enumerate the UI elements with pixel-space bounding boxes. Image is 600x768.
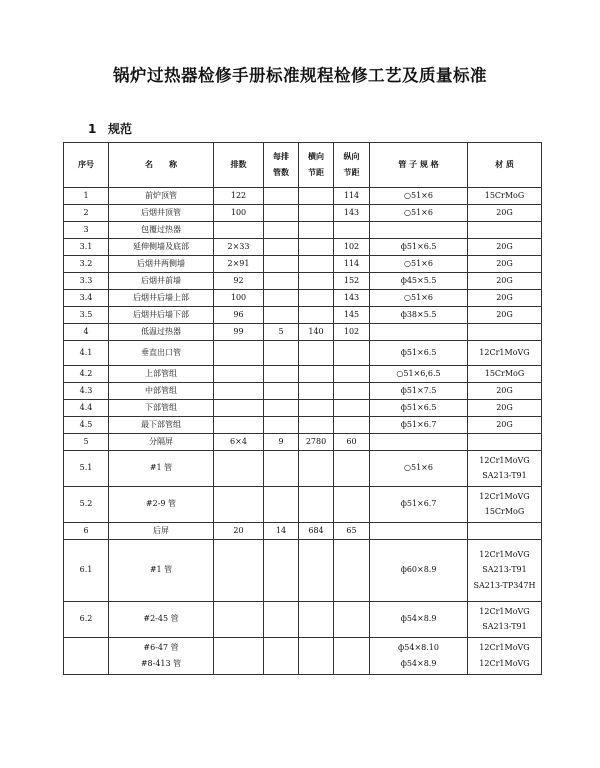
cell-per-row: [264, 290, 299, 307]
cell-seq: 3.3: [64, 273, 109, 290]
table-row: [64, 273, 542, 290]
cell-horiz: [299, 540, 334, 602]
cell-spec: ф38×5.5: [370, 307, 468, 324]
cell-vert: 114: [334, 256, 370, 273]
header-horiz-line1: 横向: [308, 152, 324, 162]
cell-seq: 4.4: [64, 400, 109, 417]
cell-per-row: [264, 417, 299, 434]
cell-vert: 143: [334, 205, 370, 222]
cell-spec: ф60×8.9: [370, 540, 468, 602]
cell-horiz: [299, 451, 334, 487]
cell-vert: [334, 222, 370, 239]
cell-line: 12Cr1MoVG: [479, 643, 530, 653]
table-row: [64, 417, 542, 434]
cell-per-row: 5: [264, 324, 299, 341]
cell-seq: 6.1: [64, 540, 109, 602]
cell-rows: [214, 222, 264, 239]
cell-material: [468, 222, 542, 239]
cell-rows: [214, 540, 264, 602]
table-row: [64, 638, 542, 675]
header-horiz-line2: 节距: [308, 167, 324, 177]
cell-horiz: [299, 256, 334, 273]
header-horizontal-pitch: [299, 143, 334, 188]
cell-per-row: [264, 383, 299, 400]
cell-seq: 3.1: [64, 239, 109, 256]
cell-name: 后屏: [109, 523, 214, 540]
cell-material: 20G: [468, 417, 542, 434]
cell-seq: 1: [64, 188, 109, 205]
cell-vert: 65: [334, 523, 370, 540]
cell-horiz: [299, 383, 334, 400]
cell-per-row: [264, 451, 299, 487]
cell-name: 包覆过热器: [109, 222, 214, 239]
header-material: 材 质: [468, 143, 542, 188]
cell-line: 12Cr1MoVG: [479, 658, 530, 668]
cell-material: [468, 523, 542, 540]
cell-seq: 6.2: [64, 602, 109, 638]
cell-seq: 4: [64, 324, 109, 341]
cell-vert: 143: [334, 290, 370, 307]
table-row: [64, 400, 542, 417]
cell-material: 20G: [468, 290, 542, 307]
cell-spec: ○51×6: [370, 205, 468, 222]
cell-horiz: [299, 341, 334, 366]
cell-name: 低温过热器: [109, 324, 214, 341]
header-vert-line1: 纵向: [343, 152, 360, 162]
cell-spec: [370, 434, 468, 451]
cell-material: 20G: [468, 383, 542, 400]
table-row: [64, 222, 542, 239]
cell-vert: 60: [334, 434, 370, 451]
cell-vert: [334, 417, 370, 434]
cell-rows: [214, 487, 264, 523]
cell-rows: 6×4: [214, 434, 264, 451]
cell-material: 15CrMoG: [468, 188, 542, 205]
cell-rows: [214, 341, 264, 366]
table-row: [64, 487, 542, 523]
cell-rows: [214, 417, 264, 434]
cell-horiz: [299, 239, 334, 256]
cell-name: 后烟井两侧墙: [109, 256, 214, 273]
cell-name: 垂直出口管: [109, 341, 214, 366]
cell-horiz: 2780: [299, 434, 334, 451]
cell-vert: [334, 400, 370, 417]
cell-horiz: [299, 366, 334, 383]
cell-spec: ф45×5.5: [370, 273, 468, 290]
table-row: [64, 307, 542, 324]
cell-material: [468, 602, 542, 638]
specification-table: [63, 142, 542, 675]
cell-spec: ○51×6: [370, 451, 468, 487]
cell-seq: 3.5: [64, 307, 109, 324]
table-row: [64, 188, 542, 205]
cell-name: 后烟井后墙上部: [109, 290, 214, 307]
cell-seq: 6: [64, 523, 109, 540]
cell-per-row: 14: [264, 523, 299, 540]
document-title: 锅炉过热器检修手册标准规程检修工艺及质量标准: [113, 66, 487, 85]
cell-per-row: [264, 239, 299, 256]
cell-name: [109, 638, 214, 675]
cell-name: 后烟井后墙下部: [109, 307, 214, 324]
cell-line: SA213-TP347H: [473, 580, 536, 590]
cell-vert: [334, 540, 370, 602]
cell-horiz: [299, 417, 334, 434]
table-row: [64, 434, 542, 451]
cell-spec: ф54×8.9: [370, 602, 468, 638]
cell-seq: 3: [64, 222, 109, 239]
cell-line: ф54×8.10: [398, 643, 439, 653]
cell-line: SA213-T91: [482, 622, 527, 631]
cell-name: #1 管: [109, 540, 214, 602]
header-tube-spec: 管 子 规 格: [370, 143, 468, 188]
cell-rows: 122: [214, 188, 264, 205]
header-per-row: [264, 143, 299, 188]
cell-name: #2-9 管: [109, 487, 214, 523]
cell-name: 前炉顶管: [109, 188, 214, 205]
cell-line: #6-47 管: [143, 643, 179, 653]
cell-material: 20G: [468, 239, 542, 256]
cell-per-row: [264, 222, 299, 239]
cell-line: 15CrMoG: [484, 507, 525, 516]
cell-seq: 5: [64, 434, 109, 451]
cell-material: 20G: [468, 273, 542, 290]
cell-vert: 152: [334, 273, 370, 290]
cell-spec: ○51×6: [370, 188, 468, 205]
section-number: 1: [88, 122, 97, 136]
section-title: 规范: [108, 122, 133, 136]
cell-name: 后烟井顶管: [109, 205, 214, 222]
table-row: [64, 523, 542, 540]
cell-per-row: [264, 273, 299, 290]
cell-line: 12Cr1MoVG: [479, 549, 530, 559]
cell-spec: ф51×6.5: [370, 400, 468, 417]
cell-rows: 96: [214, 307, 264, 324]
cell-material: [468, 638, 542, 675]
table-row: [64, 602, 542, 638]
cell-name: 后烟井前墙: [109, 273, 214, 290]
header-name: 名 称: [109, 143, 214, 188]
header-vert-line2: 节距: [343, 167, 360, 177]
cell-line: 12Cr1MoVG: [479, 606, 530, 616]
cell-spec: ○51×6: [370, 256, 468, 273]
cell-rows: 100: [214, 205, 264, 222]
cell-spec: ф51×6.5: [370, 239, 468, 256]
cell-name: 延伸侧墙及底部: [109, 239, 214, 256]
table-row: [64, 451, 542, 487]
cell-spec: ф51×6.7: [370, 417, 468, 434]
cell-spec: [370, 222, 468, 239]
cell-vert: [334, 341, 370, 366]
cell-horiz: [299, 602, 334, 638]
cell-name: #1 管: [109, 451, 214, 487]
cell-vert: [334, 487, 370, 523]
cell-spec: ф51×6.5: [370, 341, 468, 366]
table-row: [64, 256, 542, 273]
cell-line: #8-413 管: [140, 658, 182, 668]
cell-spec: ф51×6.7: [370, 487, 468, 523]
cell-material: 15CrMoG: [468, 366, 542, 383]
table-row: [64, 290, 542, 307]
section-heading: [88, 120, 132, 137]
cell-material: 20G: [468, 205, 542, 222]
cell-material: [468, 434, 542, 451]
cell-material: 20G: [468, 307, 542, 324]
cell-per-row: [264, 602, 299, 638]
cell-material: [468, 487, 542, 523]
table-row: [64, 205, 542, 222]
cell-spec: [370, 638, 468, 675]
cell-name: 下部管组: [109, 400, 214, 417]
cell-seq: 5.2: [64, 487, 109, 523]
table-row: [64, 366, 542, 383]
cell-horiz: [299, 307, 334, 324]
cell-seq: 4.5: [64, 417, 109, 434]
cell-vert: [334, 366, 370, 383]
cell-material: [468, 451, 542, 487]
cell-per-row: [264, 366, 299, 383]
cell-rows: 99: [214, 324, 264, 341]
cell-horiz: [299, 188, 334, 205]
cell-vert: 102: [334, 239, 370, 256]
cell-per-row: [264, 205, 299, 222]
cell-rows: [214, 400, 264, 417]
cell-per-row: [264, 540, 299, 602]
cell-horiz: 684: [299, 523, 334, 540]
header-rows: 排数: [214, 143, 264, 188]
table-row: [64, 324, 542, 341]
cell-line: ф54×8.9: [400, 658, 437, 668]
cell-horiz: [299, 290, 334, 307]
cell-per-row: 9: [264, 434, 299, 451]
table-header-row: [64, 143, 542, 188]
cell-name: 上部管组: [109, 366, 214, 383]
cell-seq: 4.2: [64, 366, 109, 383]
cell-horiz: [299, 205, 334, 222]
cell-name: 分隔屏: [109, 434, 214, 451]
table-row: [64, 341, 542, 366]
cell-horiz: [299, 273, 334, 290]
table-row: [64, 540, 542, 602]
cell-horiz: 140: [299, 324, 334, 341]
table-row: [64, 383, 542, 400]
cell-rows: 100: [214, 290, 264, 307]
table-body: [64, 188, 542, 675]
cell-seq: [64, 638, 109, 675]
cell-material: 20G: [468, 400, 542, 417]
cell-spec: [370, 523, 468, 540]
cell-rows: [214, 451, 264, 487]
cell-horiz: [299, 400, 334, 417]
cell-line: SA213-T91: [482, 471, 527, 480]
cell-per-row: [264, 487, 299, 523]
cell-rows: [214, 366, 264, 383]
cell-spec: ○51×6: [370, 290, 468, 307]
cell-rows: [214, 383, 264, 400]
table-row: [64, 239, 542, 256]
cell-material: [468, 540, 542, 602]
header-per-row-line1: 每排: [273, 152, 289, 162]
cell-horiz: [299, 638, 334, 675]
cell-seq: 5.1: [64, 451, 109, 487]
cell-vert: [334, 602, 370, 638]
cell-seq: 4.3: [64, 383, 109, 400]
cell-rows: 20: [214, 523, 264, 540]
cell-line: SA213-T91: [482, 565, 527, 575]
cell-vert: [334, 638, 370, 675]
cell-horiz: [299, 487, 334, 523]
cell-spec: [370, 324, 468, 341]
cell-seq: 3.4: [64, 290, 109, 307]
cell-seq: 4.1: [64, 341, 109, 366]
header-seq: 序号: [64, 143, 109, 188]
cell-horiz: [299, 222, 334, 239]
cell-seq: 3.2: [64, 256, 109, 273]
cell-per-row: [264, 638, 299, 675]
cell-per-row: [264, 188, 299, 205]
cell-spec: ф51×7.5: [370, 383, 468, 400]
cell-name: 最下部管组: [109, 417, 214, 434]
cell-per-row: [264, 256, 299, 273]
cell-name: 中部管组: [109, 383, 214, 400]
cell-name: #2-45 管: [109, 602, 214, 638]
cell-material: [468, 324, 542, 341]
cell-vert: [334, 383, 370, 400]
cell-per-row: [264, 307, 299, 324]
cell-vert: 145: [334, 307, 370, 324]
cell-material: 20G: [468, 256, 542, 273]
cell-rows: 92: [214, 273, 264, 290]
cell-line: 12Cr1MoVG: [479, 491, 530, 501]
cell-seq: 2: [64, 205, 109, 222]
cell-rows: 2×91: [214, 256, 264, 273]
cell-per-row: [264, 341, 299, 366]
header-vertical-pitch: [334, 143, 370, 188]
header-per-row-line2: 管数: [273, 167, 289, 177]
cell-vert: [334, 451, 370, 487]
cell-material: 12Cr1MoVG: [468, 341, 542, 366]
cell-vert: 114: [334, 188, 370, 205]
cell-rows: 2×33: [214, 239, 264, 256]
cell-line: 12Cr1MoVG: [479, 455, 530, 465]
cell-vert: 102: [334, 324, 370, 341]
cell-rows: [214, 602, 264, 638]
cell-spec: ○51×6,6.5: [370, 366, 468, 383]
cell-per-row: [264, 400, 299, 417]
cell-rows: [214, 638, 264, 675]
